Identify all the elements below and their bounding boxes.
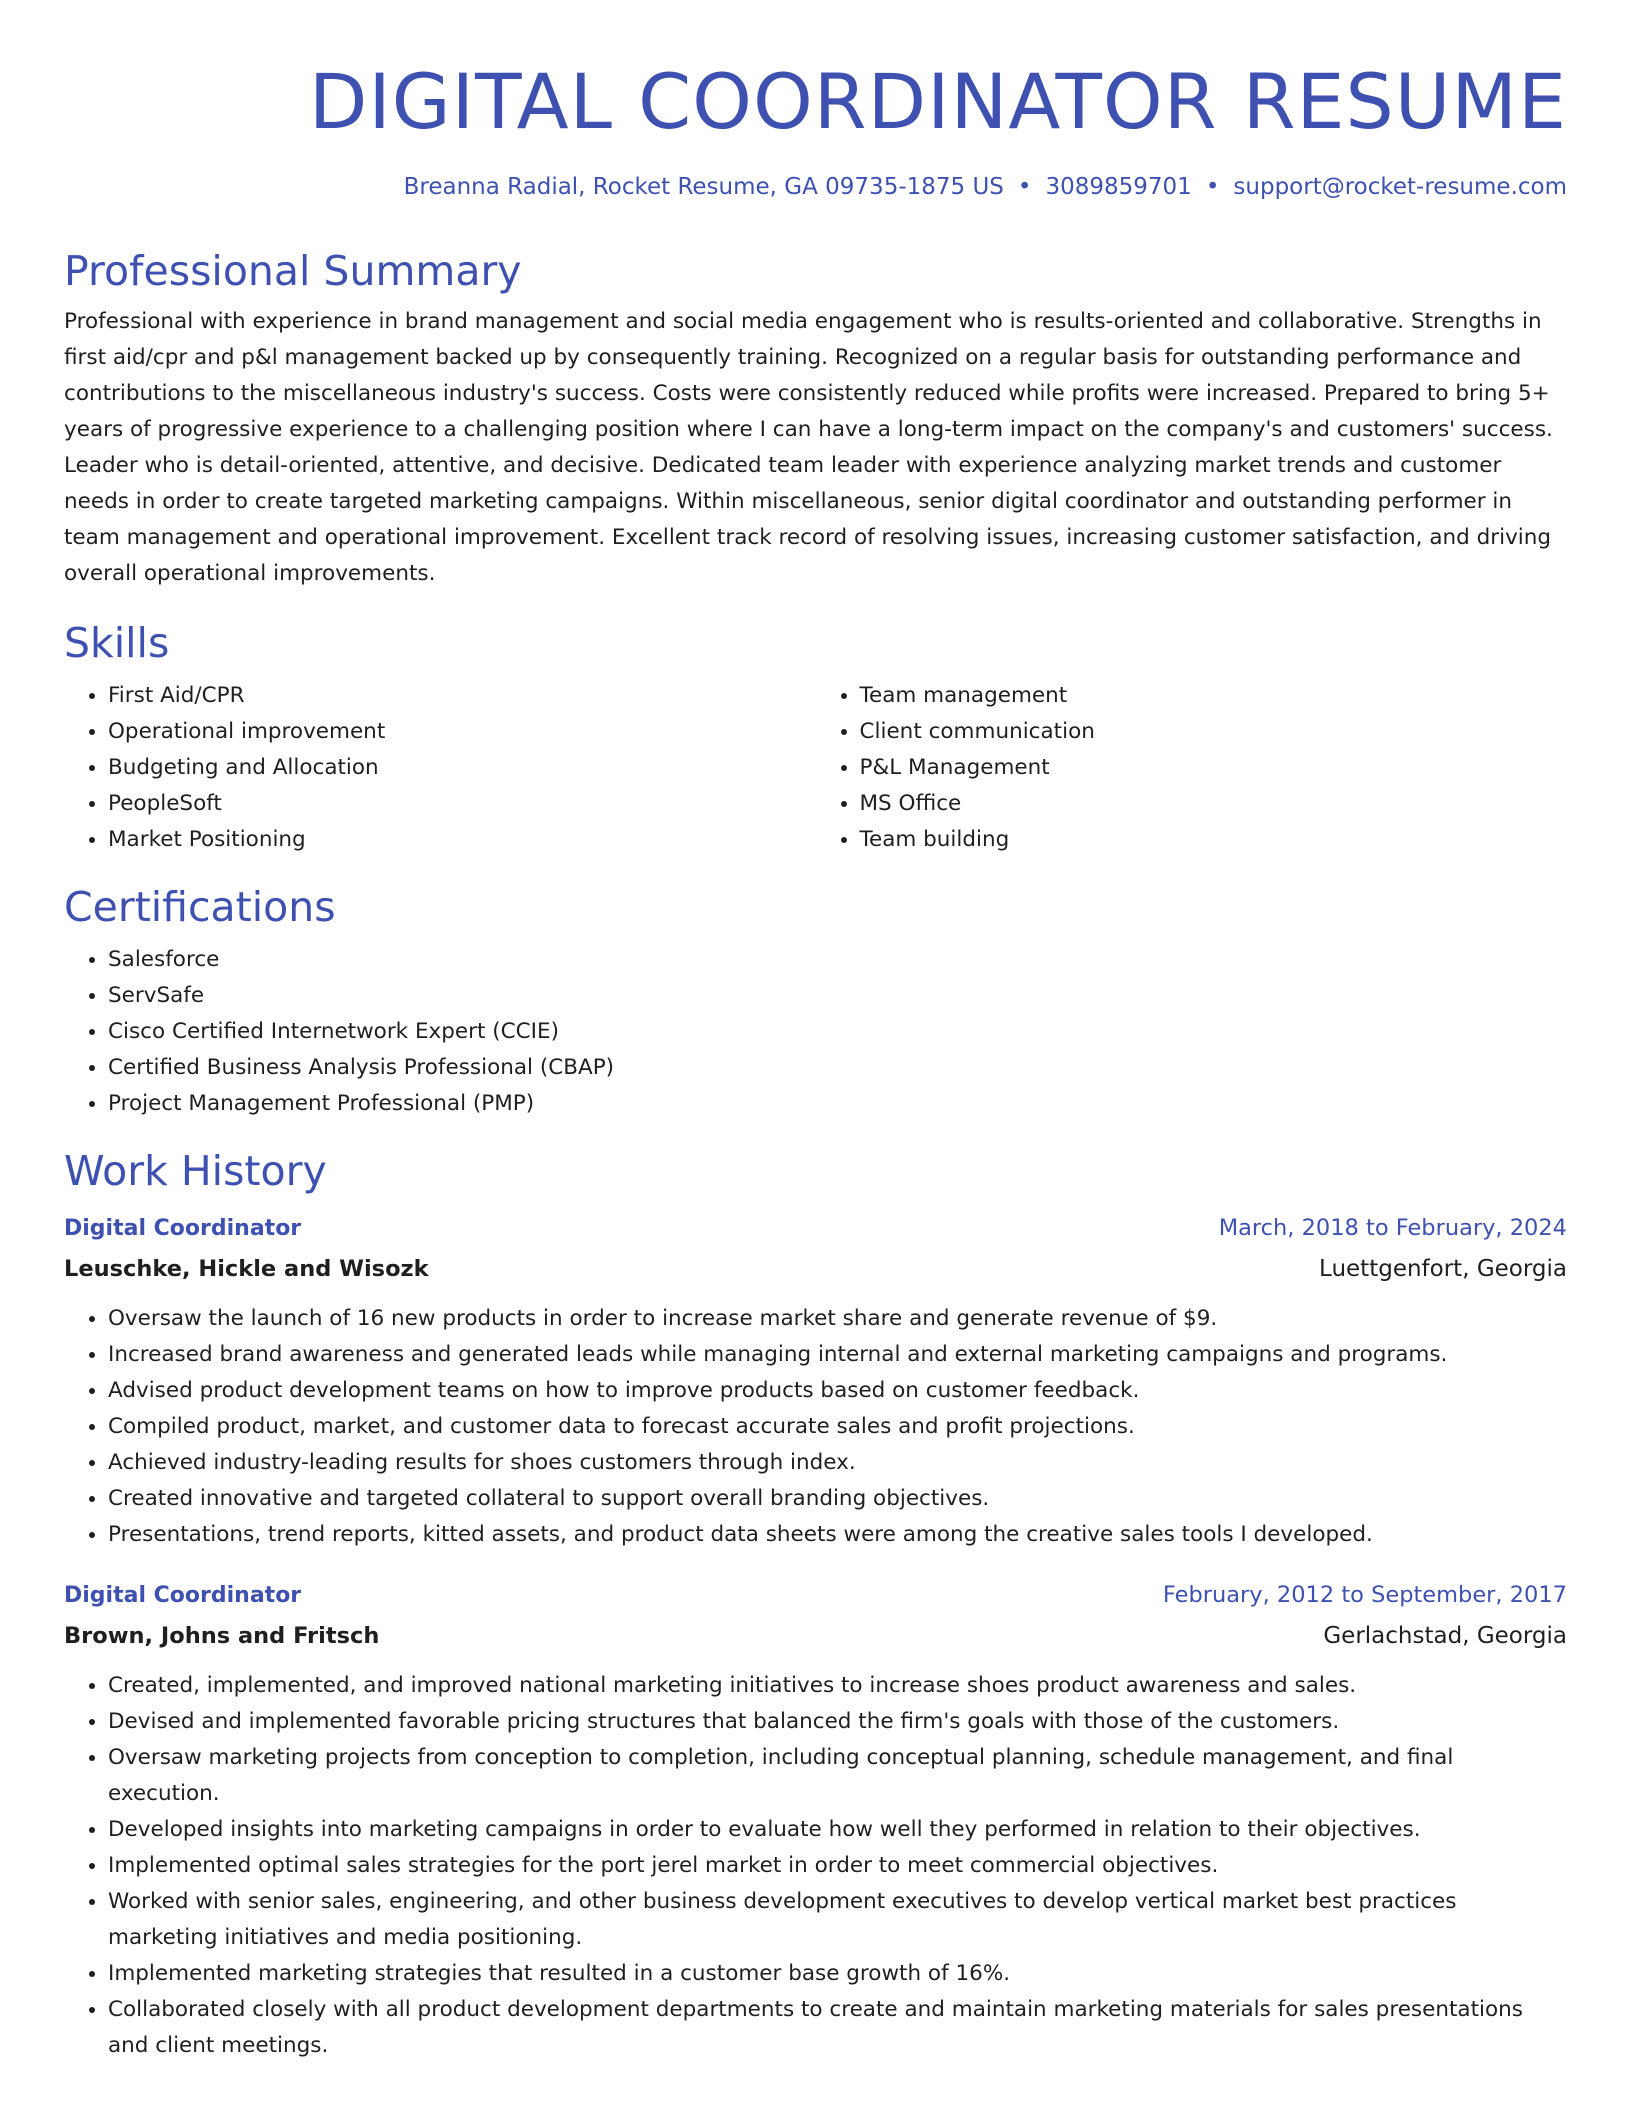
skill-item: • Team management <box>860 678 1568 714</box>
contact-separator: • <box>1017 174 1032 200</box>
job-header-row <box>64 1575 1567 1616</box>
certifications-list <box>64 942 1567 1122</box>
job-bullet: • Compiled product, market, and customer data to forecast accurate sales and profit projections. <box>108 1409 1567 1445</box>
summary-heading: Professional Summary <box>64 247 522 295</box>
contact-email: support@rocket-resume.com <box>1233 174 1567 200</box>
resume-page <box>64 0 1567 2064</box>
job-company: Brown, Johns and Fritsch <box>64 1623 380 1649</box>
job-bullet: • Increased brand awareness and generated leads while managing internal and external marketing campaigns and programs. <box>108 1337 1567 1373</box>
contact-phone: 3089859701 <box>1045 174 1192 200</box>
job-bullet: • Devised and implemented favorable pricing structures that balanced the firm's goals with those of the customers. <box>108 1704 1567 1740</box>
skills-grid <box>64 678 1567 858</box>
job-title: Digital Coordinator <box>64 1216 302 1241</box>
job-bullet: • Oversaw marketing projects from conception to completion, including conceptual planning, schedule management, and final execution. <box>108 1740 1567 1812</box>
job-location: Luettgenfort, Georgia <box>1319 1256 1567 1282</box>
job-dates: March, 2018 to February, 2024 <box>1218 1215 1567 1241</box>
job-company-row <box>64 1249 1567 1289</box>
job-bullet: • Implemented optimal sales strategies for the port jerel market in order to meet commercial objectives. <box>108 1848 1567 1884</box>
skill-item: • Operational improvement <box>108 714 816 750</box>
skill-item: • MS Office <box>860 786 1568 822</box>
work-history-heading: Work History <box>64 1147 327 1195</box>
certification-item: • Cisco Certified Internetwork Expert (CCIE) <box>108 1014 1567 1050</box>
job-bullet: • Achieved industry-leading results for shoes customers through index. <box>108 1445 1567 1481</box>
skill-item: • PeopleSoft <box>108 786 816 822</box>
skill-item: • Client communication <box>860 714 1568 750</box>
job-bullet: • Created, implemented, and improved national marketing initiatives to increase shoes product awareness and sales. <box>108 1668 1567 1704</box>
skill-item: • Team building <box>860 822 1568 858</box>
job-location: Gerlachstad, Georgia <box>1323 1623 1567 1649</box>
contact-separator: • <box>1205 174 1220 200</box>
job-bullet: • Presentations, trend reports, kitted assets, and product data sheets were among the creative sales tools I developed. <box>108 1517 1567 1553</box>
certification-item: • Salesforce <box>108 942 1567 978</box>
certification-item: • Project Management Professional (PMP) <box>108 1086 1567 1122</box>
contact-line <box>64 172 1567 202</box>
job-bullet: • Created innovative and targeted collateral to support overall branding objectives. <box>108 1481 1567 1517</box>
job-header-row <box>64 1208 1567 1249</box>
job-bullets <box>64 1301 1567 1553</box>
contact-address: Breanna Radial, Rocket Resume, GA 09735-1875 US <box>403 174 1004 200</box>
job-title: Digital Coordinator <box>64 1583 302 1608</box>
skill-item: • First Aid/CPR <box>108 678 816 714</box>
job-bullet: • Oversaw the launch of 16 new products in order to increase market share and generate revenue of $9. <box>108 1301 1567 1337</box>
job-bullets <box>64 1668 1567 2064</box>
skill-item: • Market Positioning <box>108 822 816 858</box>
skill-item: • Budgeting and Allocation <box>108 750 816 786</box>
certifications-heading: Certifications <box>64 883 336 931</box>
job-bullet: • Worked with senior sales, engineering, and other business development executives to develop vertical market best practices marketing initiatives and media positioning. <box>108 1884 1567 1956</box>
skills-list-right <box>816 678 1568 858</box>
resume-title: DIGITAL COORDINATOR RESUME <box>308 57 1567 146</box>
job-entry <box>64 1208 1567 1553</box>
skills-list-left <box>64 678 816 858</box>
job-entry <box>64 1575 1567 2064</box>
skill-item: • P&L Management <box>860 750 1568 786</box>
job-company: Leuschke, Hickle and Wisozk <box>64 1256 429 1282</box>
skills-heading: Skills <box>64 619 170 667</box>
job-dates: February, 2012 to September, 2017 <box>1162 1582 1567 1608</box>
job-bullet: • Developed insights into marketing campaigns in order to evaluate how well they performed in relation to their objectives. <box>108 1812 1567 1848</box>
job-company-row <box>64 1616 1567 1656</box>
certification-item: • Certified Business Analysis Professional (CBAP) <box>108 1050 1567 1086</box>
summary-text: Professional with experience in brand management and social media engagement who is results-oriented and collaborative. Strengths in first aid/cpr and p&l management backed up by consequently training. Recognized on a regular basis for outstanding performance and contributions to the miscellaneous industry's success. Costs were consistently reduced while profits were increased. Prepared to bring 5+ years of progressive experience to a challenging position where I can have a long-term impact on the company's and customers' success. Leader who is detail-oriented, attentive, and decisive. Dedicated team leader with experience analyzing market trends and customer needs in order to create targeted marketing campaigns. Within miscellaneous, senior digital coordinator and outstanding performer in team management and operational improvement. Excellent track record of resolving issues, increasing customer satisfaction, and driving overall operational improvements. <box>64 309 1553 586</box>
certification-item: • ServSafe <box>108 978 1567 1014</box>
job-bullet: • Collaborated closely with all product development departments to create and maintain marketing materials for sales presentations and client meetings. <box>108 1992 1567 2064</box>
job-bullet: • Implemented marketing strategies that resulted in a customer base growth of 16%. <box>108 1956 1567 1992</box>
job-bullet: • Advised product development teams on how to improve products based on customer feedback. <box>108 1373 1567 1409</box>
